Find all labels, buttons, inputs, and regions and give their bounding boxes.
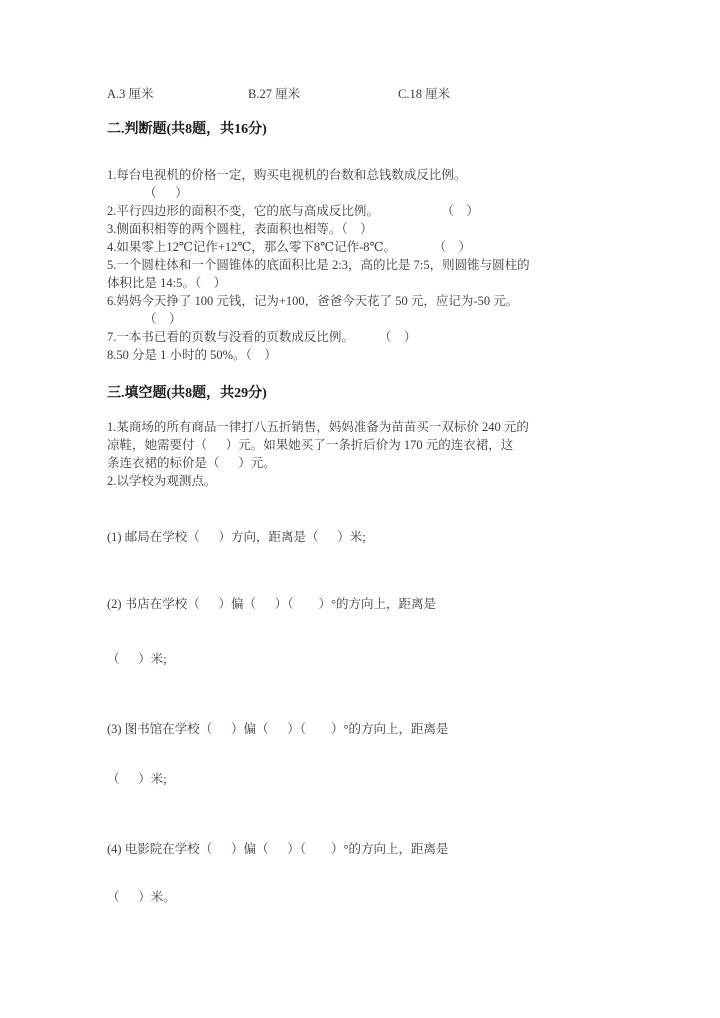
judge-line: 2.平行四边形的面积不变，它的底与高成反比例。 （ ）: [107, 204, 479, 218]
answer-options-row: [107, 84, 620, 102]
fill-section: [107, 418, 620, 906]
fill-line-post-office: (1) 邮局在学校（ ）方向，距离是（ ）米;: [107, 530, 366, 544]
judge-line: 3.侧面积相等的两个圆柱，表面积也相等。（ ）: [107, 222, 373, 236]
section-heading-fill: 三.填空题(共8题，共29分): [107, 386, 267, 401]
judge-answer-blank: （ ）: [144, 186, 188, 200]
fill-line: 凉鞋，她需要付（ ）元。如果她买了一条折后价为 170 元的连衣裙，这: [107, 438, 514, 452]
fill-line-distance-blank: （ ）米。: [107, 890, 176, 904]
fill-line-cinema: (4) 电影院在学校（ ）偏（ ）（ ）°的方向上，距离是: [107, 842, 449, 856]
section-heading-judge: 二.判断题(共8题，共16分): [107, 122, 267, 137]
fill-line-distance-blank: （ ）米;: [107, 652, 167, 666]
option-b: B.27 厘米: [248, 87, 301, 101]
fill-line-distance-blank: （ ）米;: [107, 772, 167, 786]
judge-line: 4.如果零上12℃记作+12℃，那么零下8℃记作-8℃。 （ ）: [107, 240, 472, 254]
judge-section: [107, 166, 620, 364]
judge-line: 1.每台电视机的价格一定，购买电视机的台数和总钱数成反比例。: [107, 168, 467, 182]
judge-line: 体积比是 14:5。（ ）: [107, 276, 227, 290]
option-a: A.3 厘米: [107, 87, 154, 101]
fill-line-library: (3) 图书馆在学校（ ）偏（ ）（ ）°的方向上，距离是: [107, 722, 449, 736]
judge-line: 7.一本书已看的页数与没看的页数成反比例。 （ ）: [107, 330, 417, 344]
judge-answer-blank: （ ）: [144, 312, 182, 326]
judge-line: 6.妈妈今天挣了 100 元钱，记为+100，爸爸今天花了 50 元，应记为-50 元。: [107, 294, 519, 308]
fill-line: 2.以学校为观测点。: [107, 474, 217, 488]
fill-line: 条连衣裙的标价是（ ）元。: [107, 456, 276, 470]
fill-line: 1.某商场的所有商品一律打八五折销售，妈妈准备为苗苗买一双标价 240 元的: [107, 420, 529, 434]
option-c: C.18 厘米: [398, 87, 451, 101]
judge-line: 8.50 分是 1 小时的 50%。（ ）: [107, 348, 277, 362]
fill-line-bookstore: (2) 书店在学校（ ）偏（ ）（ ）°的方向上，距离是: [107, 597, 436, 611]
judge-line: 5.一个圆柱体和一个圆锥体的底面积比是 2:3，高的比是 7:5，则圆锥与圆柱的: [107, 258, 530, 272]
